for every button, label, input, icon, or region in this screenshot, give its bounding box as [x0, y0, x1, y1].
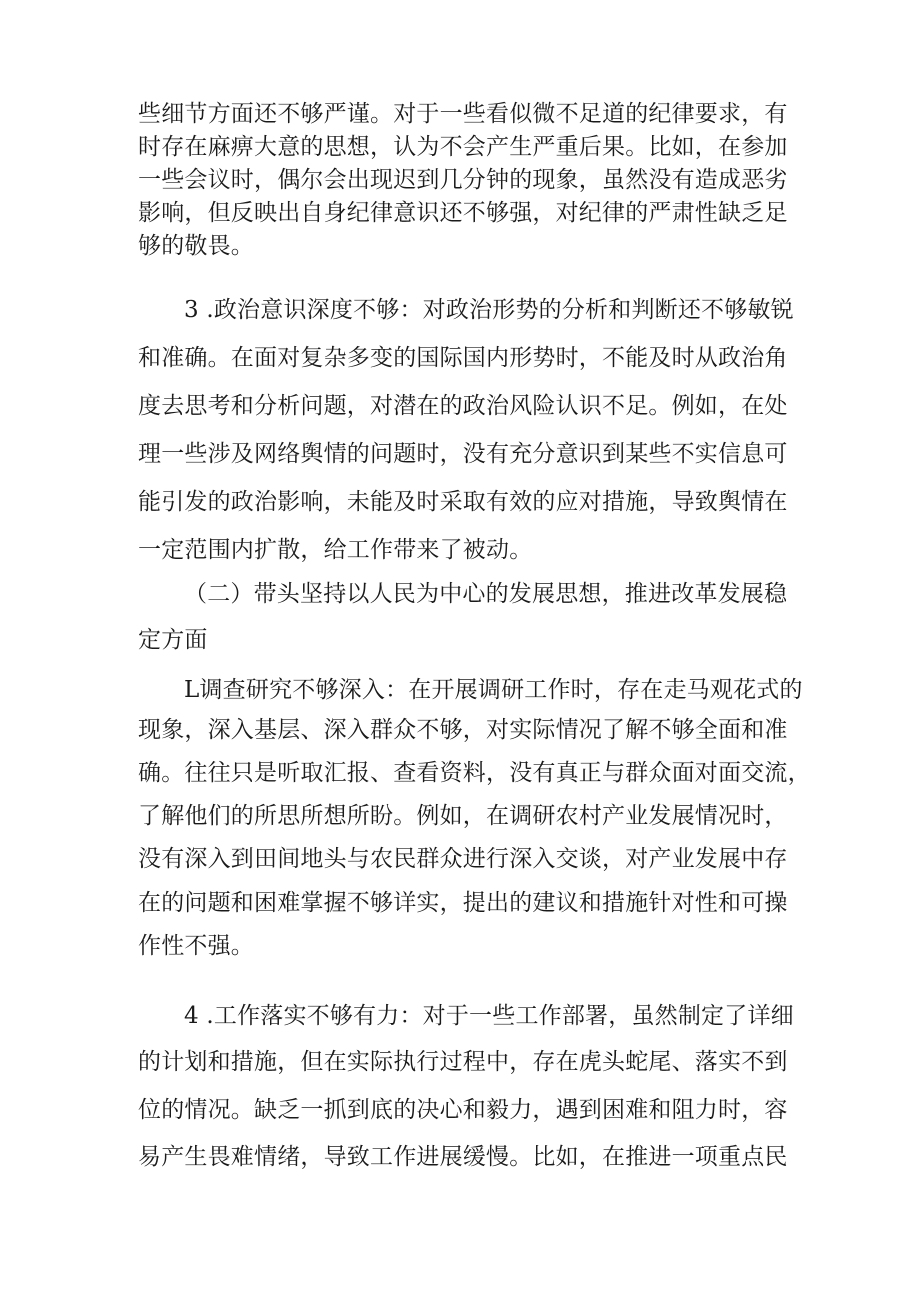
paragraph-1-line-4: 影响，但反映出自身纪律意识还不够强，对纪律的严肃性缺乏足	[138, 200, 788, 226]
paragraph-5-line-4: 易产生畏难情绪，导致工作进展缓慢。比如，在推进一项重点民	[138, 1144, 788, 1170]
section-heading-line-1: （二）带头坚持以人民为中心的发展思想，推进改革发展稳	[184, 581, 788, 607]
paragraph-2-line-3: 度去思考和分析问题，对潜在的政治风险认识不足。例如，在处	[138, 393, 788, 419]
paragraph-4-line-6: 在的问题和困难掌握不够详实，提出的建议和措施针对性和可操	[138, 890, 788, 916]
paragraph-4-line-7: 作性不强。	[138, 933, 254, 959]
paragraph-5-line-2: 的计划和措施，但在实际执行过程中，存在虎头蛇尾、落实不到	[138, 1049, 788, 1075]
paragraph-1-line-3: 一些会议时，偶尔会出现迟到几分钟的现象，虽然没有造成恶劣	[138, 167, 788, 193]
section-heading-line-2: 定方面	[138, 627, 208, 653]
paragraph-1-line-1: 些细节方面还不够严谨。对于一些看似微不足道的纪律要求，有	[138, 101, 788, 127]
paragraph-5-line-3: 位的情况。缺乏一抓到底的决心和毅力，遇到困难和阻力时，容	[138, 1097, 788, 1123]
paragraph-4-line-4: 了解他们的所思所想所盼。例如，在调研农村产业发展情况时，	[138, 803, 788, 829]
paragraph-1-line-2: 时存在麻痹大意的思想，认为不会产生严重后果。比如，在参加	[138, 134, 788, 160]
paragraph-2-line-5: 能引发的政治影响，未能及时采取有效的应对措施，导致舆情在	[138, 489, 788, 515]
paragraph-5-line-1: 4 .工作落实不够有力：对于一些工作部署，虽然制定了详细	[184, 1003, 794, 1029]
paragraph-2-line-1: 3 .政治意识深度不够：对政治形势的分析和判断还不够敏锐	[184, 297, 794, 323]
paragraph-2-line-4: 理一些涉及网络舆情的问题时，没有充分意识到某些不实信息可	[138, 441, 788, 467]
paragraph-4-line-5: 没有深入到田间地头与农民群众进行深入交谈，对产业发展中存	[138, 846, 788, 872]
paragraph-4-line-2: 现象，深入基层、深入群众不够，对实际情况了解不够全面和准	[138, 717, 788, 743]
paragraph-2-line-6: 一定范围内扩散，给工作带来了被动。	[138, 537, 533, 563]
paragraph-4-line-1: L调查研究不够深入：在开展调研工作时，存在走马观花式的	[184, 677, 803, 703]
paragraph-1-line-5: 够的敬畏。	[138, 233, 254, 259]
paragraph-2-line-2: 和准确。在面对复杂多变的国际国内形势时，不能及时从政治角	[138, 345, 788, 371]
paragraph-4-line-3: 确。往往只是听取汇报、查看资料，没有真正与群众面对面交流，	[138, 760, 811, 786]
